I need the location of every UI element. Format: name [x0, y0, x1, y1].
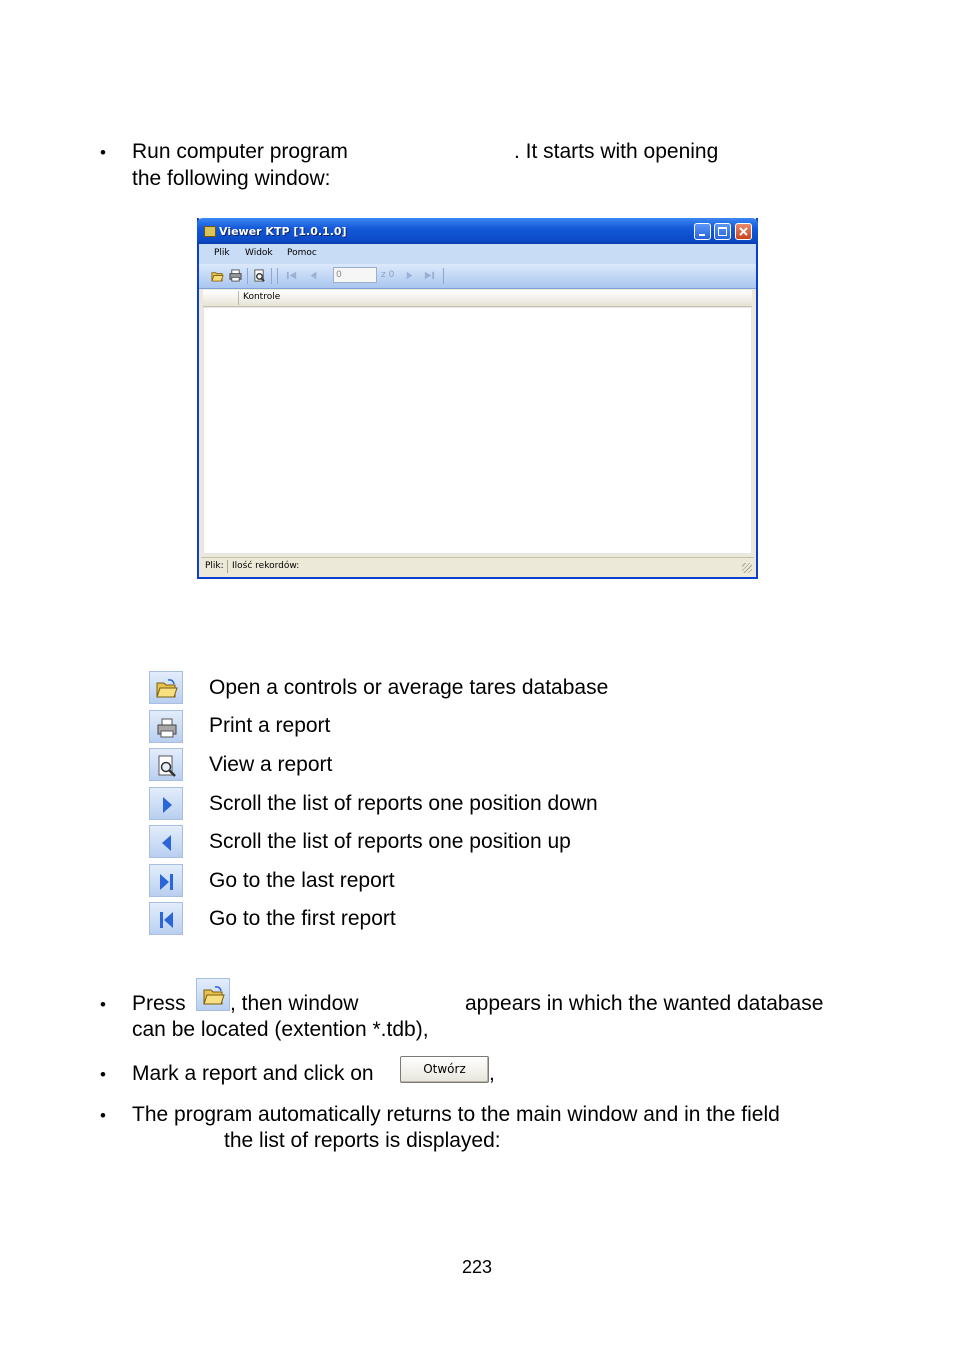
- status-bar: [201, 557, 754, 575]
- legend-icon-last: [149, 864, 183, 897]
- legend-icon-print: [149, 710, 183, 743]
- legend-text-open: Open a controls or average tares database: [209, 676, 609, 699]
- intro-text-start: Run computer program: [132, 140, 348, 163]
- bullet: •: [100, 143, 106, 162]
- menu-pomoc[interactable]: Pomoc: [287, 248, 317, 258]
- legend-icon-open: [149, 671, 183, 704]
- legend-icon-prev: [149, 825, 183, 858]
- mark-text: Mark a report and click on: [132, 1062, 374, 1085]
- folder-open-icon: [203, 985, 225, 1007]
- arrow-left-icon[interactable]: [307, 269, 320, 282]
- page-number-input[interactable]: 0: [333, 267, 377, 283]
- bullet: •: [100, 1065, 106, 1084]
- resize-grip[interactable]: [742, 563, 752, 573]
- press-text: Press: [132, 992, 186, 1015]
- legend-text-last: Go to the last report: [209, 869, 395, 892]
- legend-icon-next: [149, 787, 183, 820]
- arrow-right-icon[interactable]: [403, 269, 416, 282]
- status-record-count: Ilość rekordów:: [232, 561, 300, 571]
- inline-open-icon: [196, 978, 230, 1011]
- minimize-button[interactable]: [694, 223, 711, 240]
- list-column-header: [203, 290, 752, 307]
- skip-first-icon: [156, 909, 178, 931]
- mark-text-comma: ,: [489, 1062, 495, 1085]
- maximize-button[interactable]: [714, 223, 731, 240]
- printer-icon[interactable]: [229, 269, 242, 282]
- bullet: •: [100, 1106, 106, 1125]
- folder-open-icon: [156, 678, 178, 700]
- printer-icon: [156, 717, 178, 739]
- returns-text-line1: The program automatically returns to the main window and in the field: [132, 1103, 780, 1126]
- viewer-window: [197, 218, 758, 579]
- skip-first-icon[interactable]: [285, 269, 298, 282]
- press-text-appears: appears in which the wanted database: [465, 992, 824, 1015]
- legend-text-print: Print a report: [209, 714, 331, 737]
- app-icon: [204, 226, 216, 237]
- close-icon: [736, 224, 751, 239]
- folder-open-icon[interactable]: [211, 269, 224, 282]
- toolbar: [199, 264, 756, 289]
- arrow-right-icon: [156, 794, 178, 816]
- legend-icon-view: [149, 748, 183, 781]
- legend-text-prev: Scroll the list of reports one position up: [209, 830, 571, 853]
- intro-text-end: . It starts with opening: [514, 140, 719, 163]
- print-preview-icon: [156, 755, 178, 777]
- close-button[interactable]: [735, 223, 752, 240]
- intro-text-line2: the following window:: [132, 167, 331, 190]
- page-count-label: z 0: [381, 270, 395, 280]
- reports-list[interactable]: [203, 307, 752, 554]
- status-file: Plik:: [205, 561, 224, 571]
- menu-bar: [199, 244, 756, 264]
- legend-text-next: Scroll the list of reports one position down: [209, 792, 598, 815]
- legend-text-first: Go to the first report: [209, 907, 396, 930]
- arrow-left-icon: [156, 832, 178, 854]
- bullet: •: [100, 995, 106, 1014]
- open-button[interactable]: Otwórz: [400, 1056, 489, 1083]
- press-text-window: , then window: [230, 992, 359, 1015]
- legend-text-view: View a report: [209, 753, 333, 776]
- print-preview-icon[interactable]: [253, 269, 266, 282]
- window-title: Viewer KTP [1.0.1.0]: [219, 225, 347, 238]
- menu-plik[interactable]: Plik: [214, 248, 230, 258]
- window-titlebar: [197, 218, 758, 244]
- press-text-line2: can be located (extention *.tdb),: [132, 1018, 429, 1041]
- skip-last-icon[interactable]: [423, 269, 436, 282]
- column-kontrole[interactable]: Kontrole: [243, 292, 281, 302]
- skip-last-icon: [156, 871, 178, 893]
- returns-text-line2: the list of reports is displayed:: [224, 1129, 501, 1152]
- menu-widok[interactable]: Widok: [245, 248, 273, 258]
- page-number: 223: [461, 1257, 493, 1277]
- legend-icon-first: [149, 902, 183, 935]
